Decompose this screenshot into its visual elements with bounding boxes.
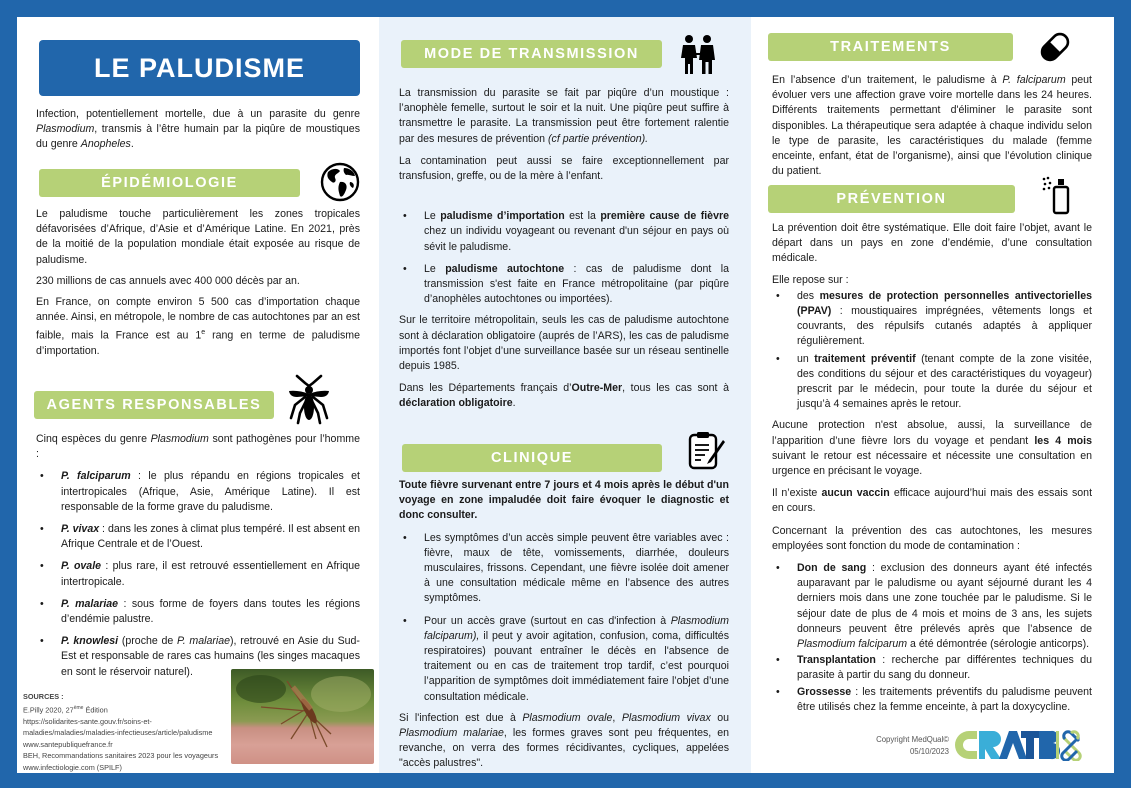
- source-part: E.Pilly 2020, 27: [23, 705, 74, 715]
- text-part: efficace aujourd’hui mais des essais sont en cours.: [772, 487, 1093, 515]
- text-bold: paludisme d’importation: [440, 210, 565, 223]
- text-bold: aucun vaccin: [821, 487, 890, 500]
- species-name: P. vivax: [61, 523, 100, 536]
- text-part: ,: [612, 711, 622, 724]
- text-part: , tous les cas sont à: [622, 382, 729, 395]
- species-name: P. falciparum: [61, 470, 131, 483]
- heading-traitements: TRAITEMENTS: [768, 33, 1013, 61]
- text-part: : exclusion des donneurs ayant été infectés auparavant par le paludisme ou ayant séjourné durant les 4 derniers mois dans une zone touchée par le paludisme. Si le séjour date de plus de 4 mois et moins de 3 ans, les sujets donneurs peuvent être prélevés après que l’absence de: [797, 562, 1092, 635]
- list-item: [36, 559, 360, 589]
- text-part: ou: [710, 711, 730, 724]
- epidemiologie-p3-part: rang en terme de paludisme d’importation.: [36, 329, 360, 358]
- transmission-p1-text: La transmission du parasite se fait par piqûre d’un moustique : l’anophèle femelle, surtout le soir et la nuit. Une piqûre peut suffire à transmettre le parasite. La transmission peut être fortement ralentie par des mesures de prévention: [399, 87, 729, 145]
- clinique-p: [399, 711, 729, 772]
- list-item: [772, 352, 1092, 413]
- species-desc: (proche de: [118, 635, 178, 648]
- transmission-p2: La contamination peut aussi se faire exceptionnellement par transfusion, greffe, ou de la mère à l’enfant.: [399, 154, 729, 183]
- text-part: En l’absence d’un traitement, le paludisme à: [772, 74, 1003, 86]
- list-item: • Les symptômes d’un accès simple peuvent être variables avec : fièvre, maux de tête, vomissements, diarrhée, douleurs musculaires, frissons. Cependant, une fièvre isolée doit amener à une consultation médicale même en l’absence des autres symptômes.: [399, 531, 729, 607]
- prevention-list: [772, 289, 1092, 413]
- intro-genus: Plasmodium: [36, 123, 95, 136]
- species-desc: : plus rare, il est retrouvé essentiellement en Afrique intertropicale.: [61, 560, 360, 588]
- agents-intro: [36, 432, 360, 462]
- text-bold: paludisme autochtone: [445, 262, 565, 275]
- prevention-p3: [772, 418, 1092, 479]
- list-item: [399, 614, 729, 705]
- text-part: des: [797, 289, 820, 302]
- species-desc: ), retrouvé en Asie du Sud-Est et responsable de rares cas humains (les singes macaques en sont le réservoir naturel).: [61, 635, 360, 678]
- epidemiologie-p2: 230 millions de cas annuels avec 400 000 décès par an.: [36, 274, 300, 287]
- source-sup: ème: [73, 704, 84, 711]
- list-item: [36, 469, 360, 515]
- text-bold: Outre-Mer: [571, 382, 623, 395]
- prevention-p2: Elle repose sur :: [772, 273, 849, 286]
- species-desc: : le plus répandu en régions tropicales et intertropicales (Afrique, Asie, Amérique Latine). Il est responsable de la forme grave du paludisme.: [61, 470, 360, 513]
- people-icon: [679, 34, 719, 76]
- prevention-p1: La prévention doit être systématique. Elle doit faire l’objet, avant le départ dans un pays en zone d’endémie, d’une consultation médicale.: [772, 222, 1092, 265]
- text-part: peut évoluer vers une affection grave voire mortelle dans les 24 heures. Différents traitements permettant d'éliminer le parasite sont disponibles. La thérapeutique sera adaptée à chaque individu selon le type de parasite, les caractéristiques du malade (femme enceinte, enfant, état de l’organisme), ainsi que l’évolution clinique du patient.: [772, 74, 1092, 178]
- prevention-p4: [772, 486, 1092, 516]
- list-item: [772, 561, 1092, 652]
- text-part: : cas de paludisme dont la transmission s'est faite en France métropolitaine (par piqûre d’anophèles autochtones ou importées).: [424, 262, 729, 306]
- text-part: Pour un accès grave (surtout en cas d'infection à: [424, 614, 671, 627]
- agents-body: [36, 432, 360, 687]
- copyright-date: 05/10/2023: [909, 747, 949, 756]
- agents-list: [36, 469, 360, 679]
- text-italic: Plasmodium malariae: [399, 727, 504, 740]
- text-italic: Plasmodium falciparum),: [424, 614, 729, 642]
- text-part: chez un individu voyageant ou revenant d'un séjour en pays où sévit le paludisme.: [424, 225, 729, 253]
- text-part: : les traitements préventifs du paludisme peuvent être utilisés chez la femme enceinte, à part la doxycycline.: [797, 685, 1092, 713]
- source-line: BEH, Recommandations sanitaires 2023 pour les voyageurs: [23, 751, 219, 761]
- agents-intro-part: sont pathogènes pour l’homme :: [36, 433, 360, 461]
- heading-epidemiologie: ÉPIDÉMIOLOGIE: [39, 169, 300, 197]
- column-left: [17, 17, 379, 773]
- text-part: Si l'infection est due à: [399, 711, 523, 724]
- epidemiologie-p1: Le paludisme touche particulièrement les zones tropicales défavorisées d’Afrique, d’Asie et d’Amérique Latine. En 2021, près de la moitié de la population mondiale était exposée au risque de paludisme.: [36, 208, 360, 266]
- text-part: : recherche par différentes techniques du parasite à partir du sang du donneur.: [797, 654, 1092, 682]
- intro-part: .: [130, 138, 134, 151]
- heading-transmission: MODE DE TRANSMISSION: [401, 40, 662, 68]
- column-middle: [379, 17, 751, 773]
- intro-genus: Anopheles: [80, 138, 131, 151]
- text-part: Dans les Départements français d’: [399, 382, 572, 395]
- page-title: LE PALUDISME: [39, 40, 360, 96]
- text-part: (tenant compte de la zone visitée, des conditions du séjour et des caractéristiques du voyageur) prescrit par le médecin, pour toute la durée du séjour et jusqu’à 4 semaines après le retour.: [797, 352, 1092, 411]
- transmission-p4: [399, 381, 729, 411]
- agents-intro-part: Cinq espèces du genre: [36, 433, 151, 445]
- text-bold: Don de sang: [797, 562, 867, 575]
- transmission-p1: [399, 86, 729, 147]
- prevention-body: [772, 221, 1092, 722]
- epidemiologie-p3-sup: e: [201, 329, 206, 337]
- species-desc: : sous forme de foyers dans toutes les régions d’endémie palustre.: [61, 597, 360, 626]
- source-part: Édition: [83, 705, 108, 715]
- species-name: P. ovale: [61, 560, 102, 573]
- text-part: Le: [424, 262, 446, 275]
- text-bold: Transplantation: [797, 654, 876, 667]
- mosquito-icon: [283, 373, 335, 425]
- agents-intro-genus: Plasmodium: [150, 433, 209, 445]
- clinique-list: [399, 531, 729, 705]
- text-bold: les 4 mois: [1034, 434, 1092, 447]
- column-right: [751, 17, 1114, 773]
- sources-heading: SOURCES :: [23, 692, 64, 701]
- text-part: Aucune protection n'est absolue, aussi, la surveillance de l’apparition d’une fièvre lors du voyage et pendant: [772, 419, 1092, 447]
- source-line: https://solidarites-sante.gouv.fr/soins-et-: [23, 716, 152, 726]
- clinique-body: [399, 478, 729, 772]
- source-line: [23, 703, 228, 716]
- list-item: [772, 685, 1092, 715]
- globe-icon: [320, 162, 360, 202]
- epidemiologie-body: [36, 207, 360, 359]
- copyright-text: Copyright MedQual©: [876, 735, 949, 744]
- text-part: : moustiquaires imprégnées, vêtements longs et couvrants, des répulsifs cutanés adaptés à appliquer régulièrement.: [797, 305, 1092, 348]
- text-part: Il n’existe: [772, 487, 822, 500]
- cratb-logo: [955, 729, 1085, 761]
- epidemiologie-p3-part: En France, on compte environ 5 500 cas d’importation chaque année. Ainsi, en métropole, le nombre de cas autochtones par an est faible, mais la France est au 1: [36, 296, 360, 342]
- text-part: il peut y avoir agitation, confusion, coma, difficultés respiratoires) pouvant entraîner le décès en l'absence de traitement ou en cas de traitement trop tardif, c’est pourquoi l’apparition de symptômes doit immédiatement faire l’objet d’une consultation médicale.: [424, 629, 729, 703]
- text-bold: traitement préventif: [814, 352, 916, 365]
- text-italic: Plasmodium ovale: [522, 711, 613, 724]
- transmission-p3: Sur le territoire métropolitain, seuls les cas de paludisme autochtone sont à déclaration obligatoire (auprés de l’ARS), les cas de paludisme importés font l’objet d’une surveillance basée sur un réseau sentinelle depuis 1985.: [399, 314, 729, 373]
- transmission-list: [399, 209, 729, 307]
- clinique-lead: Toute fièvre survenant entre 7 jours et 4 mois après le début d'un voyage en zone impaludée doit faire évoquer le diagnostic et donc consulter.: [399, 479, 729, 522]
- sources-block: [23, 691, 228, 774]
- text-italic: Plasmodium falciparum: [797, 638, 908, 651]
- pill-icon: [1037, 29, 1073, 65]
- text-bold: première cause de fièvre: [600, 210, 729, 223]
- source-line: www.infectiologie.com (SPILF): [23, 762, 122, 772]
- list-item: [399, 209, 729, 255]
- text-part: suivant le retour est nécessaire et nécessite une consultation en urgence en précisant le voyage.: [772, 449, 1092, 478]
- text-bold: déclaration obligatoire: [399, 397, 513, 410]
- heading-prevention: PRÉVENTION: [768, 185, 1015, 213]
- text-bold: mesures de protection personnelles antivectorielles (PPAV): [797, 289, 1092, 318]
- source-line: maladies/maladies/maladies-infectieuses/article/paludisme: [23, 728, 213, 738]
- heading-agents: AGENTS RESPONSABLES: [34, 391, 274, 419]
- copyright-block: [839, 734, 949, 758]
- species-name: P. knowlesi: [61, 635, 119, 648]
- list-item: [772, 289, 1092, 350]
- mosquito-photo: [231, 669, 374, 764]
- source-line: www.santepubliquefrance.fr: [23, 739, 113, 749]
- list-item: [36, 597, 360, 627]
- species-desc-italic: P. malariae: [177, 635, 231, 648]
- text-part: un: [797, 352, 815, 365]
- transmission-body: [399, 86, 729, 412]
- clipboard-icon: [685, 430, 727, 472]
- heading-clinique: CLINIQUE: [402, 444, 662, 472]
- prevention-p5: Concernant la prévention des cas autochtones, les mesures employées sont fonction du mode de contamination :: [772, 524, 1092, 552]
- prevention-autochtone-list: [772, 561, 1092, 715]
- intro-part: , transmis à l’être humain par la piqûre de moustiques du genre: [36, 123, 360, 151]
- text-bold: Grossesse: [797, 685, 852, 698]
- list-item: [399, 262, 729, 308]
- text-italic: Plasmodium vivax: [621, 711, 711, 724]
- transmission-p1-ref: (cf partie prévention).: [548, 132, 649, 145]
- traitements-p: [772, 73, 1092, 179]
- spray-icon: [1041, 175, 1071, 217]
- text-italic: P. falciparum: [1002, 74, 1066, 86]
- list-item: [36, 522, 360, 552]
- intro-part: Infection, potentiellement mortelle, due à un parasite du genre: [36, 108, 360, 120]
- text-part: est la: [564, 210, 601, 223]
- text-part: .: [512, 397, 516, 410]
- text-part: , les formes graves sont peu fréquentes, en revanche, on verra des formes récidivantes, cycliques, appelées "accès palustres".: [399, 727, 729, 770]
- epidemiologie-p3: [36, 295, 360, 359]
- species-desc: : dans les zones à climat plus tempéré. Il est absent en Afrique Centrale et de l’Ouest.: [61, 523, 360, 551]
- list-item: [772, 653, 1092, 683]
- text-part: Le: [424, 210, 441, 223]
- text-part: a été démontrée (sérologie anticorps).: [907, 638, 1090, 651]
- intro-text: [36, 107, 360, 153]
- species-name: P. malariae: [61, 597, 119, 610]
